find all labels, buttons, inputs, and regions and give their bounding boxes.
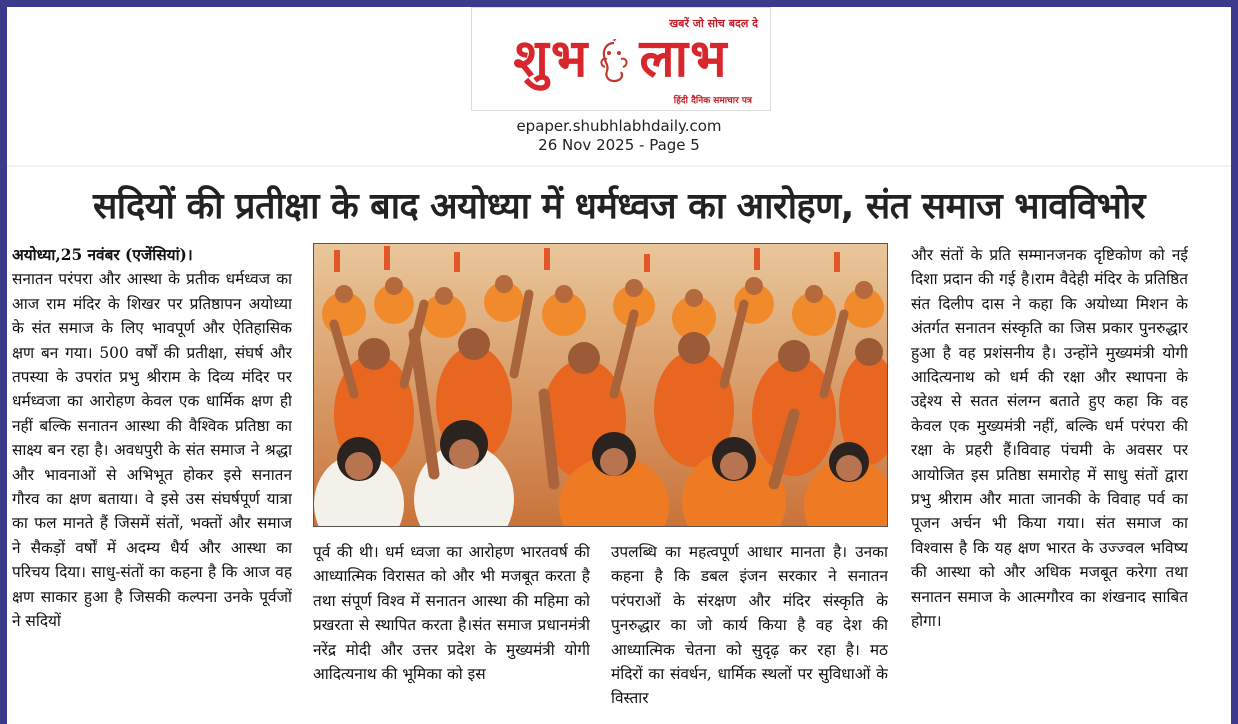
- ganesh-icon: [595, 39, 633, 85]
- brand-right: लाभ: [639, 29, 729, 89]
- edition-date-page: 26 Nov 2025 - Page 5: [538, 136, 700, 154]
- article-column-3: उपलब्धि का महत्वपूर्ण आधार मानता है। उनका कहना है कि डबल इंजन सरकार ने सनातन परंपराओं के संरक्षण और मंदिर संस्कृति के पुनरुद्धार का जो कार्य किया है वह देश की आध्यात्मिक चेतना को सुदृढ़ कर रहा है। मठ मंदिरों का संवर्धन, धार्मिक स्थलों पर सुविधाओं के विस्तार: [611, 543, 888, 708]
- brand-name: [472, 24, 770, 94]
- source-url[interactable]: epaper.shubhlabhdaily.com: [516, 117, 722, 135]
- brand-subtitle: हिंदी दैनिक समाचार पत्र: [673, 96, 752, 106]
- masthead-tagline: खबरें जो सोच बदल दे: [669, 17, 758, 30]
- epaper-page: [7, 7, 1231, 724]
- article-column-4: और संतों के प्रति सम्मानजनक दृष्टिकोण को नई दिशा प्रदान की गई है।राम वैदेही मंदिर के प्रतिष्ठित संत दिलीप दास ने कहा कि अयोध्या मिशन के अंतर्गत सनातन संस्कृति का जिस प्रकार पुनरुद्धार हुआ है वह प्रशंसनीय है। उन्होंने मुख्यमंत्री योगी आदित्यनाथ को धर्म की रक्षा और स्थापना के उद्देश्य से सतत संलग्न बताते हुए कहा कि वह केवल एक मुख्यमंत्री नहीं, बल्कि धर्म परंपरा की रक्षा के प्रहरी हैं।विवाह पंचमी के अवसर पर आयोजित इस प्रतिष्ठा समारोह में साधु संतों द्वारा प्रभु श्रीराम और माता जानकी के विवाह पर्व का पूजन अर्चन भी किया गया। संत समाज का विश्वास है कि यह क्षण भारत के उज्ज्वल भविष्य की आस्था को और अधिक मजबूत करेगा तथा सनातन समाज के आत्मगौरव का शंखनाद साबित होगा।: [911, 246, 1188, 631]
- source-info: [7, 117, 1231, 155]
- article-photo: [313, 243, 888, 527]
- divider: [7, 165, 1231, 167]
- brand-left: शुभ: [513, 29, 590, 89]
- article-headline: सदियों की प्रतीक्षा के बाद अयोध्या में धर्मध्वज का आरोहण, संत समाज भावविभोर: [92, 186, 1146, 227]
- masthead-logo[interactable]: [471, 7, 771, 111]
- crowd-photo-illustration: [314, 244, 887, 526]
- article-dateline: अयोध्या,25 नवंबर (एजेंसियां)।: [12, 246, 193, 264]
- article-column-1-text: सनातन परंपरा और आस्था के प्रतीक धर्मध्वज का आज राम मंदिर के शिखर पर प्रतिष्ठापन अयोध्या के संत समाज के लिए भावपूर्ण और ऐतिहासिक क्षण बन गया। 500 वर्षों की प्रतीक्षा, संघर्ष और तपस्या के उपरांत प्रभु श्रीराम के दिव्य मंदिर पर धर्मध्वजा का आरोहण केवल एक धार्मिक क्षण ही नहीं बल्कि सनातन आस्था की वैश्विक प्रतिष्ठा का साक्ष्य बन रहा है। अवधपुरी के संत समाज ने श्रद्धा और भावनाओं से अभिभूत होकर इसे सनातन गौरव का क्षण बताया। वे इसे उस संघर्षपूर्ण यात्रा का फल मानते हैं जिसमें संतों, भक्तों और समाज ने सैकड़ों वर्षों में अदम्य धैर्य और आस्था का परिचय दिया। साधु-संतों का कहना है कि आज वह क्षण साकार हुआ है जिसकी कल्पना उनके पूर्वजों ने सदियों: [12, 270, 292, 631]
- article-column-1: [12, 243, 292, 724]
- article-column-2: पूर्व की थी। धर्म ध्वजा का आरोहण भारतवर्ष की आध्यात्मिक विरासत को और भी मजबूत करता है तथा संपूर्ण विश्व में सनातन आस्था की महिमा को प्रखरता से स्थापित करता है।संत समाज प्रधानमंत्री नरेंद्र मोदी और उत्तर प्रदेश के मुख्यमंत्री योगी आदित्यनाथ की भूमिका को इस: [313, 543, 590, 684]
